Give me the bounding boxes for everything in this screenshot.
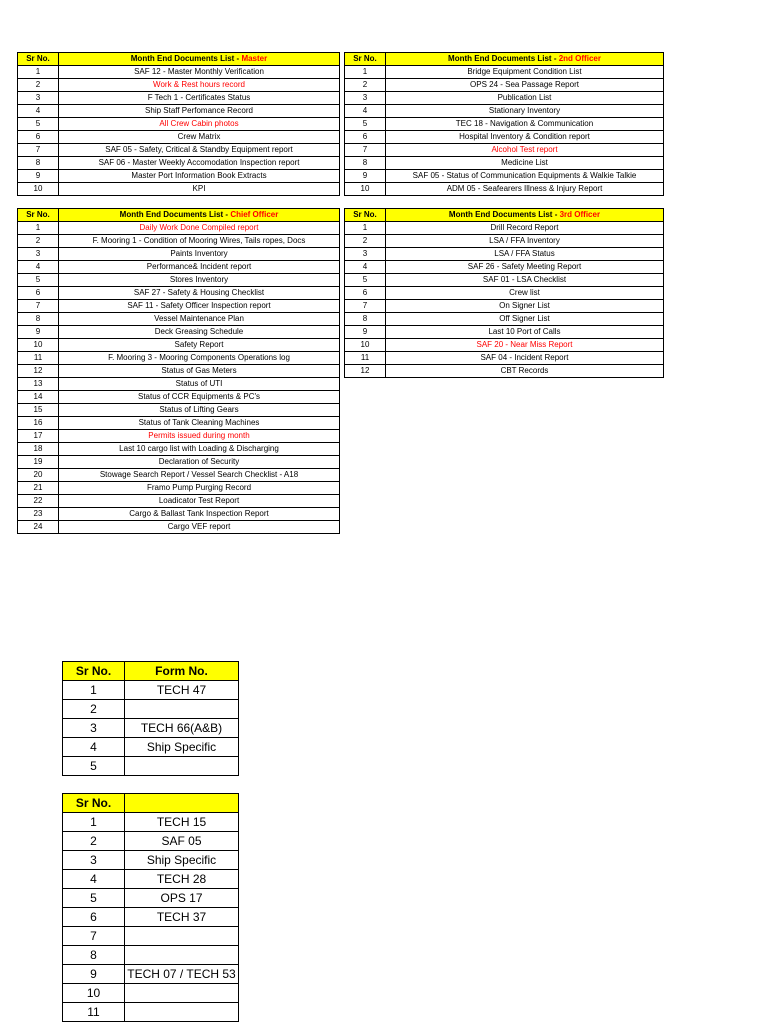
- document-name-cell: Last 10 cargo list with Loading & Discharging: [59, 443, 340, 456]
- table-body: [63, 681, 239, 776]
- sr-no-cell: 19: [18, 456, 59, 469]
- sr-no-cell: 5: [63, 889, 125, 908]
- table-row: [18, 183, 340, 196]
- table-row: [18, 508, 340, 521]
- document-name-cell: Paints Inventory: [59, 248, 340, 261]
- table-row: [63, 946, 239, 965]
- sr-no-cell: 8: [345, 157, 386, 170]
- form-numbers-table-2: [62, 793, 239, 1022]
- table-row: [345, 118, 664, 131]
- document-name-cell: Vessel Maintenance Plan: [59, 313, 340, 326]
- table-row: [18, 482, 340, 495]
- table-row: [18, 235, 340, 248]
- table-row: [345, 222, 664, 235]
- document-name-cell: Cargo & Ballast Tank Inspection Report: [59, 508, 340, 521]
- title-role: 3rd Officer: [559, 210, 601, 219]
- sr-no-cell: 8: [63, 946, 125, 965]
- table-row: [63, 870, 239, 889]
- sr-no-cell: 6: [18, 131, 59, 144]
- sr-no-cell: 2: [345, 79, 386, 92]
- table-row: [63, 700, 239, 719]
- title-role: Master: [241, 54, 268, 63]
- sr-no-header: Sr No.: [63, 662, 125, 681]
- sr-no-header: Sr No.: [345, 53, 386, 66]
- table-row: [18, 248, 340, 261]
- sr-no-cell: 4: [345, 261, 386, 274]
- document-name-cell: SAF 26 - Safety Meeting Report: [386, 261, 664, 274]
- table-row: [18, 300, 340, 313]
- table-row: [18, 495, 340, 508]
- table-row: [18, 352, 340, 365]
- sr-no-cell: 7: [345, 300, 386, 313]
- sr-no-cell: 18: [18, 443, 59, 456]
- table-row: [345, 105, 664, 118]
- sr-no-cell: 1: [63, 813, 125, 832]
- sr-no-cell: 5: [345, 274, 386, 287]
- document-name-cell: Off Signer List: [386, 313, 664, 326]
- document-name-cell: Work & Rest hours record: [59, 79, 340, 92]
- sr-no-cell: 20: [18, 469, 59, 482]
- form-no-cell: TECH 15: [125, 813, 239, 832]
- document-name-cell: LSA / FFA Inventory: [386, 235, 664, 248]
- table-row: [345, 248, 664, 261]
- table-row: [18, 118, 340, 131]
- sr-no-cell: 6: [18, 287, 59, 300]
- document-name-cell: Publication List: [386, 92, 664, 105]
- form-no-cell: TECH 07 / TECH 53: [125, 965, 239, 984]
- document-name-cell: Deck Greasing Schedule: [59, 326, 340, 339]
- table-row: [345, 131, 664, 144]
- sr-no-cell: 15: [18, 404, 59, 417]
- sr-no-cell: 10: [345, 339, 386, 352]
- title-prefix: Month End Documents List -: [448, 54, 559, 63]
- table-row: [345, 66, 664, 79]
- table-row: [18, 79, 340, 92]
- document-name-cell: Loadicator Test Report: [59, 495, 340, 508]
- sr-no-cell: 8: [345, 313, 386, 326]
- document-name-cell: SAF 20 - Near Miss Report: [386, 339, 664, 352]
- document-name-cell: Crew list: [386, 287, 664, 300]
- table-row: [18, 92, 340, 105]
- form-numbers-table: [62, 661, 239, 776]
- sr-no-cell: 7: [18, 300, 59, 313]
- table-row: [345, 183, 664, 196]
- table-row: [18, 66, 340, 79]
- table-row: [18, 339, 340, 352]
- table-row: [18, 287, 340, 300]
- document-name-cell: SAF 12 - Master Monthly Verification: [59, 66, 340, 79]
- table-row: [345, 287, 664, 300]
- table-row: [345, 235, 664, 248]
- table-row: [345, 157, 664, 170]
- table-row: [18, 222, 340, 235]
- document-name-cell: F. Mooring 1 - Condition of Mooring Wires, Tails ropes, Docs: [59, 235, 340, 248]
- document-name-cell: SAF 01 - LSA Checklist: [386, 274, 664, 287]
- table-row: [63, 889, 239, 908]
- form-no-cell: Ship Specific: [125, 738, 239, 757]
- sr-no-cell: 10: [18, 339, 59, 352]
- table-row: [18, 261, 340, 274]
- master-documents-table: [17, 52, 340, 196]
- table-row: [63, 681, 239, 700]
- table-row: [18, 391, 340, 404]
- document-name-cell: Master Port Information Book Extracts: [59, 170, 340, 183]
- sr-no-cell: 16: [18, 417, 59, 430]
- table-row: [345, 300, 664, 313]
- third-officer-documents-table: [344, 208, 664, 378]
- table-row: [18, 443, 340, 456]
- table-row: [18, 144, 340, 157]
- document-name-cell: Cargo VEF report: [59, 521, 340, 534]
- sr-no-cell: 2: [345, 235, 386, 248]
- document-name-cell: SAF 04 - Incident Report: [386, 352, 664, 365]
- sr-no-cell: 9: [63, 965, 125, 984]
- form-no-cell: Ship Specific: [125, 851, 239, 870]
- table-header-row: [18, 209, 340, 222]
- sr-no-cell: 3: [18, 92, 59, 105]
- sr-no-cell: 5: [18, 274, 59, 287]
- sr-no-cell: 4: [18, 261, 59, 274]
- document-name-cell: SAF 05 - Status of Communication Equipments & Walkie Talkie: [386, 170, 664, 183]
- document-name-cell: Safety Report: [59, 339, 340, 352]
- table-row: [63, 851, 239, 870]
- document-name-cell: Bridge Equipment Condition List: [386, 66, 664, 79]
- table-row: [63, 1003, 239, 1022]
- sr-no-cell: 9: [345, 170, 386, 183]
- sr-no-cell: 1: [63, 681, 125, 700]
- table-row: [345, 274, 664, 287]
- document-name-cell: F Tech 1 - Certificates Status: [59, 92, 340, 105]
- sr-no-header: Sr No.: [345, 209, 386, 222]
- table-body: [18, 66, 340, 196]
- sr-no-cell: 12: [345, 365, 386, 378]
- table-row: [18, 170, 340, 183]
- title-header: [59, 209, 340, 222]
- table-row: [345, 79, 664, 92]
- document-name-cell: All Crew Cabin photos: [59, 118, 340, 131]
- sr-no-cell: 10: [63, 984, 125, 1003]
- table-header-row: [63, 662, 239, 681]
- sr-no-cell: 3: [18, 248, 59, 261]
- document-name-cell: Permits issued during month: [59, 430, 340, 443]
- sr-no-cell: 6: [345, 287, 386, 300]
- table-row: [345, 352, 664, 365]
- document-name-cell: Stores Inventory: [59, 274, 340, 287]
- table-row: [63, 757, 239, 776]
- document-name-cell: KPI: [59, 183, 340, 196]
- form-no-cell: TECH 28: [125, 870, 239, 889]
- table-row: [63, 908, 239, 927]
- document-name-cell: Daily Work Done Compiled report: [59, 222, 340, 235]
- table-row: [345, 144, 664, 157]
- table-row: [18, 404, 340, 417]
- document-name-cell: SAF 06 - Master Weekly Accomodation Inspection report: [59, 157, 340, 170]
- table-row: [18, 326, 340, 339]
- table-row: [18, 274, 340, 287]
- document-name-cell: Status of CCR Equipments & PC's: [59, 391, 340, 404]
- form-no-header: Form No.: [125, 662, 239, 681]
- document-name-cell: Declaration of Security: [59, 456, 340, 469]
- sr-no-cell: 13: [18, 378, 59, 391]
- table-row: [63, 832, 239, 851]
- table-row: [345, 261, 664, 274]
- form-no-cell: [125, 984, 239, 1003]
- document-name-cell: SAF 05 - Safety, Critical & Standby Equipment report: [59, 144, 340, 157]
- second-officer-documents-table: [344, 52, 664, 196]
- table-header-row: [345, 209, 664, 222]
- table-row: [345, 313, 664, 326]
- table-header-row: [18, 53, 340, 66]
- document-name-cell: ADM 05 - Seafearers Illness & Injury Report: [386, 183, 664, 196]
- sr-no-cell: 2: [18, 235, 59, 248]
- title-header: [386, 53, 664, 66]
- table-row: [63, 738, 239, 757]
- sr-no-header: Sr No.: [18, 53, 59, 66]
- document-name-cell: CBT Records: [386, 365, 664, 378]
- sr-no-cell: 7: [63, 927, 125, 946]
- document-name-cell: On Signer List: [386, 300, 664, 313]
- sr-no-cell: 1: [18, 66, 59, 79]
- table-body: [345, 222, 664, 378]
- document-name-cell: Status of Lifting Gears: [59, 404, 340, 417]
- table-row: [345, 365, 664, 378]
- table-row: [63, 965, 239, 984]
- table-row: [18, 313, 340, 326]
- sr-no-cell: 21: [18, 482, 59, 495]
- table-row: [18, 469, 340, 482]
- table-header-row: [345, 53, 664, 66]
- title-header: [386, 209, 664, 222]
- form-no-cell: [125, 700, 239, 719]
- sr-no-cell: 4: [18, 105, 59, 118]
- form-no-cell: TECH 37: [125, 908, 239, 927]
- sr-no-cell: 1: [18, 222, 59, 235]
- document-name-cell: Stationary Inventory: [386, 105, 664, 118]
- sr-no-cell: 11: [18, 352, 59, 365]
- document-name-cell: Performance& Incident report: [59, 261, 340, 274]
- sr-no-cell: 4: [63, 870, 125, 889]
- chief-officer-documents-table: [17, 208, 340, 534]
- sr-no-cell: 3: [345, 248, 386, 261]
- form-no-cell: SAF 05: [125, 832, 239, 851]
- sr-no-cell: 6: [63, 908, 125, 927]
- form-no-cell: TECH 66(A&B): [125, 719, 239, 738]
- sr-no-header: Sr No.: [63, 794, 125, 813]
- document-name-cell: Status of UTI: [59, 378, 340, 391]
- title-prefix: Month End Documents List -: [448, 210, 560, 219]
- sr-no-cell: 6: [345, 131, 386, 144]
- title-prefix: Month End Documents List -: [119, 210, 231, 219]
- title-role: Chief Officer: [230, 210, 279, 219]
- sr-no-cell: 3: [63, 851, 125, 870]
- table-row: [345, 326, 664, 339]
- table-row: [63, 719, 239, 738]
- sr-no-cell: 7: [18, 144, 59, 157]
- sr-no-cell: 22: [18, 495, 59, 508]
- table-row: [18, 378, 340, 391]
- table-row: [18, 430, 340, 443]
- title-role: 2nd Officer: [558, 54, 601, 63]
- document-name-cell: LSA / FFA Status: [386, 248, 664, 261]
- form-no-cell: [125, 946, 239, 965]
- sr-no-cell: 5: [345, 118, 386, 131]
- table-row: [345, 170, 664, 183]
- table-row: [18, 105, 340, 118]
- form-no-cell: OPS 17: [125, 889, 239, 908]
- table-body: [18, 222, 340, 534]
- document-name-cell: Ship Staff Perfomance Record: [59, 105, 340, 118]
- table-body: [63, 813, 239, 1022]
- table-row: [345, 92, 664, 105]
- document-name-cell: Crew Matrix: [59, 131, 340, 144]
- sr-no-cell: 2: [18, 79, 59, 92]
- sr-no-cell: 3: [63, 719, 125, 738]
- sr-no-cell: 11: [63, 1003, 125, 1022]
- document-name-cell: OPS 24 - Sea Passage Report: [386, 79, 664, 92]
- sr-no-cell: 2: [63, 832, 125, 851]
- title-prefix: Month End Documents List -: [130, 54, 242, 63]
- sr-no-cell: 4: [63, 738, 125, 757]
- table-row: [18, 417, 340, 430]
- form-no-header: [125, 794, 239, 813]
- sr-no-cell: 10: [345, 183, 386, 196]
- form-no-cell: [125, 757, 239, 776]
- document-name-cell: Medicine List: [386, 157, 664, 170]
- form-no-cell: [125, 1003, 239, 1022]
- document-name-cell: Last 10 Port of Calls: [386, 326, 664, 339]
- document-name-cell: SAF 27 - Safety & Housing Checklist: [59, 287, 340, 300]
- document-name-cell: Stowage Search Report / Vessel Search Checklist - A18: [59, 469, 340, 482]
- sr-no-cell: 5: [18, 118, 59, 131]
- document-name-cell: TEC 18 - Navigation & Communication: [386, 118, 664, 131]
- sr-no-cell: 24: [18, 521, 59, 534]
- table-body: [345, 66, 664, 196]
- sr-no-cell: 12: [18, 365, 59, 378]
- sr-no-cell: 17: [18, 430, 59, 443]
- sr-no-cell: 5: [63, 757, 125, 776]
- table-row: [18, 365, 340, 378]
- table-row: [63, 927, 239, 946]
- sr-no-cell: 10: [18, 183, 59, 196]
- table-row: [18, 521, 340, 534]
- sr-no-cell: 2: [63, 700, 125, 719]
- sr-no-cell: 11: [345, 352, 386, 365]
- table-row: [18, 157, 340, 170]
- table-row: [63, 984, 239, 1003]
- sr-no-cell: 14: [18, 391, 59, 404]
- form-no-cell: TECH 47: [125, 681, 239, 700]
- sr-no-cell: 9: [18, 170, 59, 183]
- sr-no-cell: 9: [18, 326, 59, 339]
- sr-no-header: Sr No.: [18, 209, 59, 222]
- sr-no-cell: 4: [345, 105, 386, 118]
- sr-no-cell: 7: [345, 144, 386, 157]
- table-row: [18, 131, 340, 144]
- table-row: [345, 339, 664, 352]
- document-name-cell: Status of Tank Cleaning Machines: [59, 417, 340, 430]
- document-name-cell: F. Mooring 3 - Mooring Components Operations log: [59, 352, 340, 365]
- sr-no-cell: 1: [345, 222, 386, 235]
- table-row: [63, 813, 239, 832]
- title-header: [59, 53, 340, 66]
- sr-no-cell: 1: [345, 66, 386, 79]
- table-row: [18, 456, 340, 469]
- form-no-cell: [125, 927, 239, 946]
- table-header-row: [63, 794, 239, 813]
- document-name-cell: SAF 11 - Safety Officer Inspection report: [59, 300, 340, 313]
- document-name-cell: Framo Pump Purging Record: [59, 482, 340, 495]
- document-name-cell: Status of Gas Meters: [59, 365, 340, 378]
- document-name-cell: Alcohol Test report: [386, 144, 664, 157]
- document-name-cell: Hospital Inventory & Condition report: [386, 131, 664, 144]
- sr-no-cell: 3: [345, 92, 386, 105]
- sr-no-cell: 23: [18, 508, 59, 521]
- sr-no-cell: 8: [18, 313, 59, 326]
- document-name-cell: Drill Record Report: [386, 222, 664, 235]
- sr-no-cell: 9: [345, 326, 386, 339]
- sr-no-cell: 8: [18, 157, 59, 170]
